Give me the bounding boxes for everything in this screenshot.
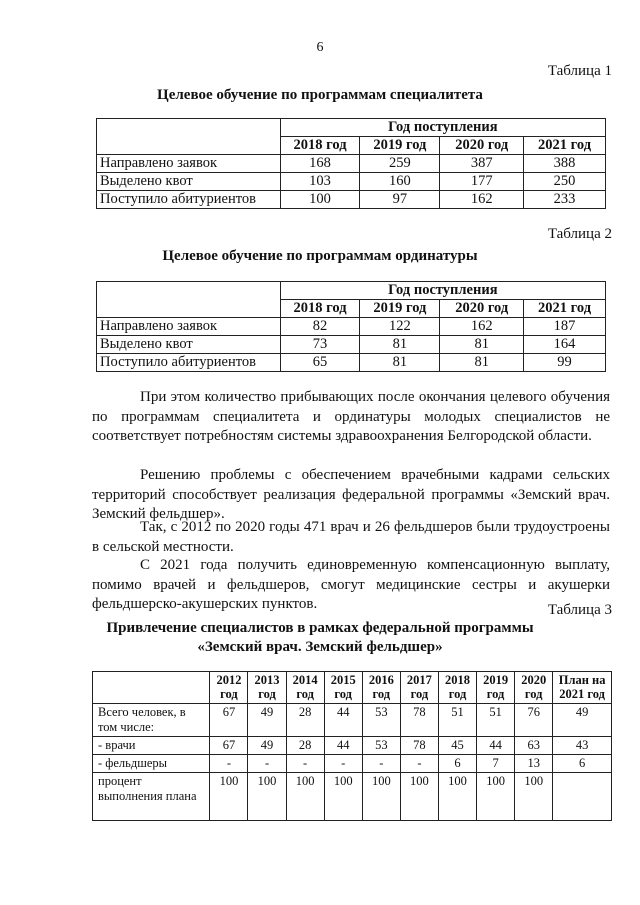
cell-value: 6 [438, 755, 476, 773]
cell-value: 164 [524, 336, 606, 354]
cell-value: 168 [280, 155, 360, 173]
cell-value: 6 [553, 755, 612, 773]
cell-value: - [286, 755, 324, 773]
table1-year-header: 2021 год [524, 137, 606, 155]
table-row [97, 173, 606, 191]
table3-year-header: 2020 год [515, 672, 553, 704]
cell-value: - [324, 755, 362, 773]
row-label: процент выполнения плана [93, 773, 210, 821]
cell-value: 100 [515, 773, 553, 821]
cell-value: 100 [248, 773, 286, 821]
table3-label: Таблица 3 [547, 602, 612, 618]
paragraph-text: Так, с 2012 по 2020 годы 471 врач и 26 фельдшеров были трудоустроены в сельской местности. [92, 519, 610, 555]
table1-label: Таблица 1 [547, 63, 612, 79]
table-row [97, 318, 606, 336]
paragraph [92, 388, 610, 447]
cell-value: 78 [400, 737, 438, 755]
cell-value: 387 [440, 155, 524, 173]
table-row [93, 737, 612, 755]
table3-year-header: 2017 год [400, 672, 438, 704]
table2-year-header: 2021 год [524, 300, 606, 318]
cell-value: 73 [280, 336, 360, 354]
paragraph [92, 556, 610, 615]
cell-value: - [210, 755, 248, 773]
cell-value: 53 [362, 704, 400, 737]
table-row [93, 704, 612, 737]
cell-value: 78 [400, 704, 438, 737]
cell-value: 100 [286, 773, 324, 821]
table2-corner-cell [97, 282, 281, 318]
table3-year-header: 2019 год [477, 672, 515, 704]
cell-value: 65 [280, 354, 360, 372]
cell-value: 49 [248, 704, 286, 737]
cell-value: 63 [515, 737, 553, 755]
cell-value: - [400, 755, 438, 773]
table1-year-header: 2019 год [360, 137, 440, 155]
cell-value: 160 [360, 173, 440, 191]
cell-value: 103 [280, 173, 360, 191]
table1-year-header: 2020 год [440, 137, 524, 155]
cell-value: 177 [440, 173, 524, 191]
row-label: Направлено заявок [97, 155, 281, 173]
cell-value: 100 [438, 773, 476, 821]
cell-value: 81 [360, 354, 440, 372]
row-label: Направлено заявок [97, 318, 281, 336]
row-label: Всего человек, в том числе: [93, 704, 210, 737]
table-row [93, 773, 612, 821]
table-row [97, 155, 606, 173]
table3-year-header: 2015 год [324, 672, 362, 704]
row-label: Поступило абитуриентов [97, 191, 281, 209]
cell-value: 162 [440, 191, 524, 209]
cell-value: 233 [524, 191, 606, 209]
table1-corner-cell [97, 119, 281, 155]
cell-value: 7 [477, 755, 515, 773]
table3-year-header: 2016 год [362, 672, 400, 704]
table3-year-header: 2014 год [286, 672, 324, 704]
row-label: Поступило абитуриентов [97, 354, 281, 372]
row-label: - фельдшеры [93, 755, 210, 773]
cell-value: 100 [400, 773, 438, 821]
cell-value: 44 [477, 737, 515, 755]
table-row [97, 354, 606, 372]
cell-value: 122 [360, 318, 440, 336]
row-label: Выделено квот [97, 336, 281, 354]
paragraph [92, 466, 610, 525]
cell-value: - [362, 755, 400, 773]
cell-value: 100 [210, 773, 248, 821]
cell-value: 53 [362, 737, 400, 755]
table3 [92, 671, 612, 821]
cell-value: 99 [524, 354, 606, 372]
table3-year-header: 2013 год [248, 672, 286, 704]
cell-value: 388 [524, 155, 606, 173]
paragraph-text: При этом количество прибывающих после окончания целевого обучения по программам специалитета и ординатуры молодых специалистов не соответствует потребностям системы здравоохранения Белгородской области. [92, 389, 610, 444]
cell-value: 67 [210, 704, 248, 737]
cell-value: 51 [438, 704, 476, 737]
cell-value: 100 [477, 773, 515, 821]
cell-value: 250 [524, 173, 606, 191]
paragraph-text: С 2021 года получить единовременную компенсационную выплату, помимо врачей и фельдшеров, смогут медицинские сестры и акушерки фельдшерско-акушерских пунктов. [92, 557, 610, 612]
cell-value: 76 [515, 704, 553, 737]
table-row [93, 755, 612, 773]
cell-value: 28 [286, 737, 324, 755]
cell-value [553, 773, 612, 821]
cell-value: 82 [280, 318, 360, 336]
cell-value: 100 [324, 773, 362, 821]
cell-value: 81 [440, 354, 524, 372]
table1-group-header: Год поступления [280, 119, 605, 137]
table3-title-line2: «Земский врач. Земский фельдшер» [197, 639, 443, 655]
cell-value: 28 [286, 704, 324, 737]
cell-value: 49 [248, 737, 286, 755]
row-label: - врачи [93, 737, 210, 755]
cell-value: 51 [477, 704, 515, 737]
cell-value: 100 [362, 773, 400, 821]
page-number: 6 [316, 40, 324, 55]
cell-value: 187 [524, 318, 606, 336]
cell-value: 44 [324, 737, 362, 755]
cell-value: 81 [440, 336, 524, 354]
cell-value: 67 [210, 737, 248, 755]
cell-value: 44 [324, 704, 362, 737]
table-row [97, 336, 606, 354]
table2-year-header: 2020 год [440, 300, 524, 318]
table2-group-header: Год поступления [280, 282, 605, 300]
cell-value: 43 [553, 737, 612, 755]
table2-year-header: 2019 год [360, 300, 440, 318]
table-row [97, 191, 606, 209]
table2-label: Таблица 2 [547, 226, 612, 242]
cell-value: - [248, 755, 286, 773]
table1-year-header: 2018 год [280, 137, 360, 155]
cell-value: 259 [360, 155, 440, 173]
paragraph [92, 518, 610, 557]
table2-year-header: 2018 год [280, 300, 360, 318]
table3-year-header: 2018 год [438, 672, 476, 704]
cell-value: 49 [553, 704, 612, 737]
cell-value: 45 [438, 737, 476, 755]
cell-value: 162 [440, 318, 524, 336]
table2 [96, 281, 606, 372]
table3-plan-header: План на 2021 год [553, 672, 612, 704]
table3-corner-cell [93, 672, 210, 704]
cell-value: 97 [360, 191, 440, 209]
paragraph-text: Решению проблемы с обеспечением врачебными кадрами сельских территорий способствует реализация федеральной программы «Земский врач. Земский фельдшер». [92, 467, 610, 522]
cell-value: 13 [515, 755, 553, 773]
cell-value: 100 [280, 191, 360, 209]
table1-title: Целевое обучение по программам специалитета [157, 87, 483, 103]
table3-title-line1: Привлечение специалистов в рамках федеральной программы [106, 620, 534, 636]
table3-year-header: 2012 год [210, 672, 248, 704]
table1 [96, 118, 606, 209]
cell-value: 81 [360, 336, 440, 354]
table2-title: Целевое обучение по программам ординатуры [162, 248, 478, 264]
row-label: Выделено квот [97, 173, 281, 191]
